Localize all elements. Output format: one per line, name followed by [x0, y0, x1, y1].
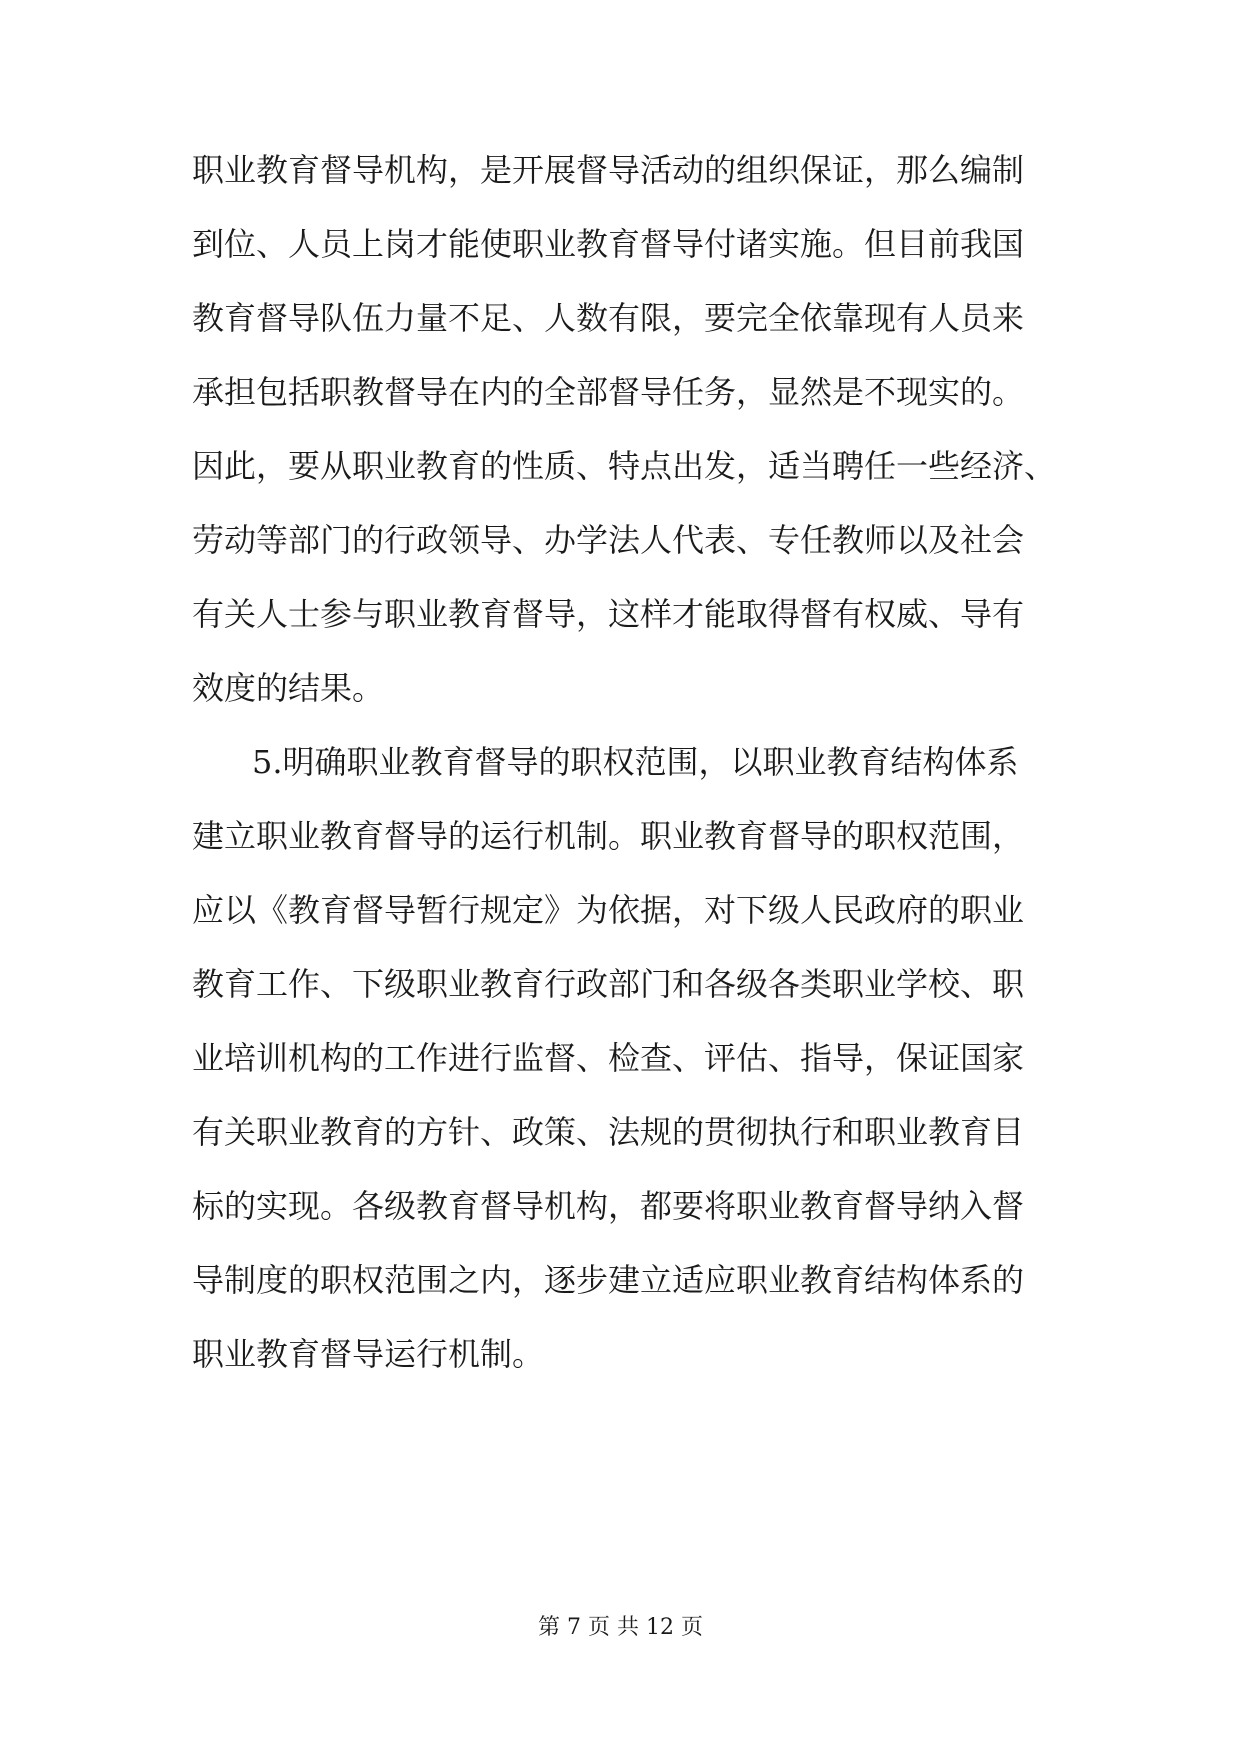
paragraph-1-line-2: 到位、人员上岗才能使职业教育督导付诸实施。但目前我国 — [192, 225, 1025, 263]
paragraph-1-line-3: 教育督导队伍力量不足、人数有限，要完全依靠现有人员来 — [192, 299, 1025, 337]
paragraph-2-line-4: 教育工作、下级职业教育行政部门和各级各类职业学校、职 — [192, 965, 1025, 1003]
paragraph-1-line-8: 效度的结果。 — [192, 669, 385, 707]
paragraph-2-line-1: 5.明确职业教育督导的职权范围，以职业教育结构体系 — [252, 743, 1019, 781]
paragraph-2-line-7: 标的实现。各级教育督导机构，都要将职业教育督导纳入督 — [192, 1187, 1025, 1225]
paragraph-2-line-5: 业培训机构的工作进行监督、检查、评估、指导，保证国家 — [192, 1039, 1025, 1077]
paragraph-2-line-3: 应以《教育督导暂行规定》为依据，对下级人民政府的职业 — [192, 891, 1025, 929]
paragraph-1-line-5: 因此，要从职业教育的性质、特点出发，适当聘任一些经济、 — [192, 447, 1057, 485]
paragraph-2-line-9: 职业教育督导运行机制。 — [192, 1335, 545, 1373]
page-number-footer: 第 7 页 共 12 页 — [538, 1615, 703, 1640]
paragraph-1-line-4: 承担包括职教督导在内的全部督导任务，显然是不现实的。 — [192, 373, 1025, 411]
paragraph-2-line-2: 建立职业教育督导的运行机制。职业教育督导的职权范围， — [192, 817, 1025, 855]
paragraph-1-line-6: 劳动等部门的行政领导、办学法人代表、专任教师以及社会 — [192, 521, 1025, 559]
paragraph-1-line-1: 职业教育督导机构，是开展督导活动的组织保证，那么编制 — [192, 151, 1025, 189]
paragraph-1-line-7: 有关人士参与职业教育督导，这样才能取得督有权威、导有 — [192, 595, 1025, 633]
paragraph-2-line-8: 导制度的职权范围之内，逐步建立适应职业教育结构体系的 — [192, 1261, 1025, 1299]
paragraph-2-line-6: 有关职业教育的方针、政策、法规的贯彻执行和职业教育目 — [192, 1113, 1025, 1151]
